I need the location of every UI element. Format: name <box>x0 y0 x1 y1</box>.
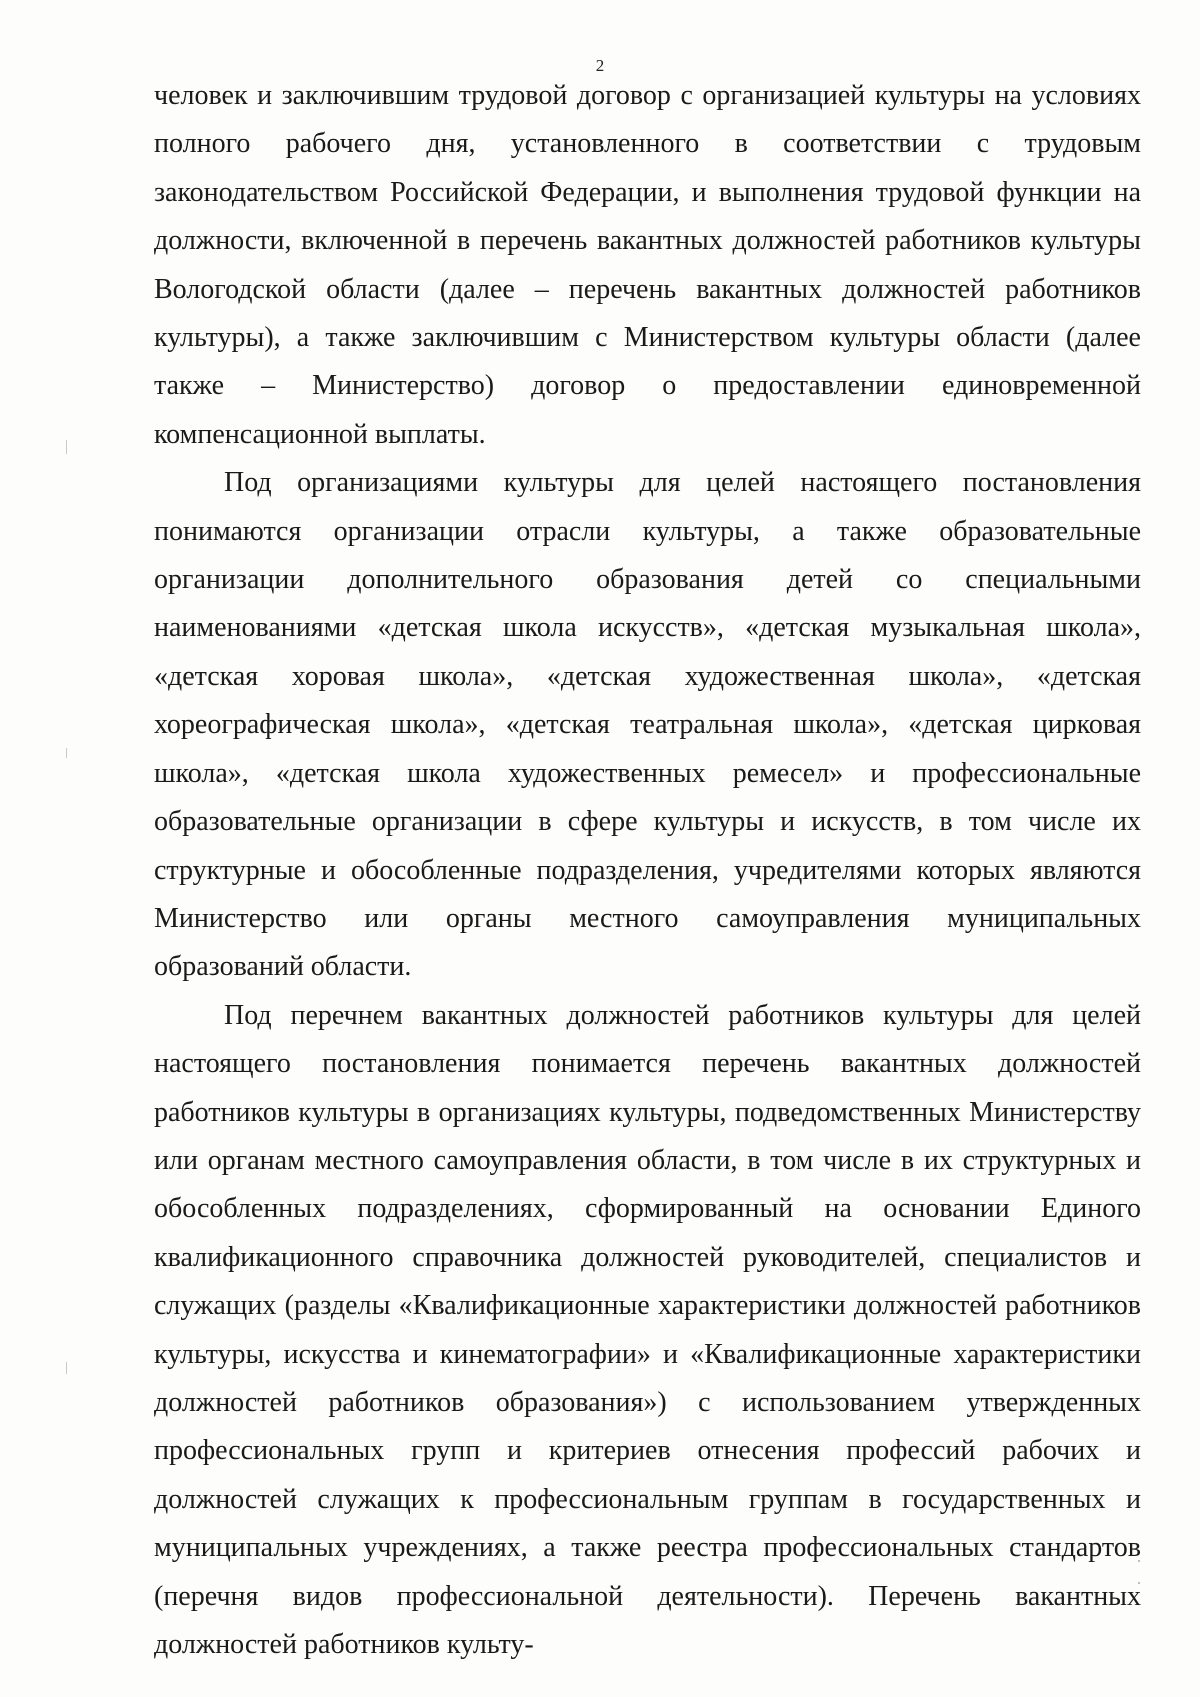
scan-edge-mark <box>66 1362 67 1374</box>
scan-edge-mark <box>66 748 67 758</box>
paragraph: Под организациями культуры для целей настоящего постановления понимаются организации отрасли культуры, а также образовательные организации дополнительного образования детей со специальными наименованиями «детская школа искусств», «детская музыкальная школа», «детская хоровая школа», «детская художественная школа», «детская хореографическая школа», «детская театральная школа», «детская цирковая школа», «детская школа художественных ремесел» и профессиональные образовательные организации в сфере культуры и искусств, в том числе их структурные и обособленные подразделения, учредителями которых являются Министерство или органы местного самоуправления муниципальных образований области. <box>154 467 1141 983</box>
paragraph: человек и заключившим трудовой договор с организацией культуры на условиях полного рабочего дня, установленного в соответствии с трудовым законодательством Российской Федерации, и выполнения трудовой функции на должности, включенной в перечень вакантных должностей работников культуры Вологодской области (далее – перечень вакантных должностей работников культуры), а также заключившим с Министерством культуры области (далее также – Министерство) договор о предоставлении единовременной компенсационной выплаты. <box>154 80 1141 450</box>
scan-edge-mark <box>66 440 67 454</box>
paragraph: Под перечнем вакантных должностей работников культуры для целей настоящего постановления понимается перечень вакантных должностей работников культуры в организациях культуры, подведомственных Министерству или органам местного самоуправления области, в том числе в их структурных и обособленных подразделениях, сформированный на основании Единого квалификационного справочника должностей руководителей, специалистов и служащих (разделы «Квалификационные характеристики должностей работников культуры, искусства и кинематографии» и «Квалификационные характеристики должностей работников образования») с использованием утвержденных профессиональных групп и критериев отнесения профессий рабочих и должностей служащих к профессиональным группам в государственных и муниципальных учреждениях, а также реестра профессиональных стандартов (перечня видов профессиональной деятельности). Перечень вакантных должностей работников культу- <box>154 999 1141 1660</box>
body-text <box>154 72 1141 1669</box>
page-number: 2 <box>595 56 605 75</box>
